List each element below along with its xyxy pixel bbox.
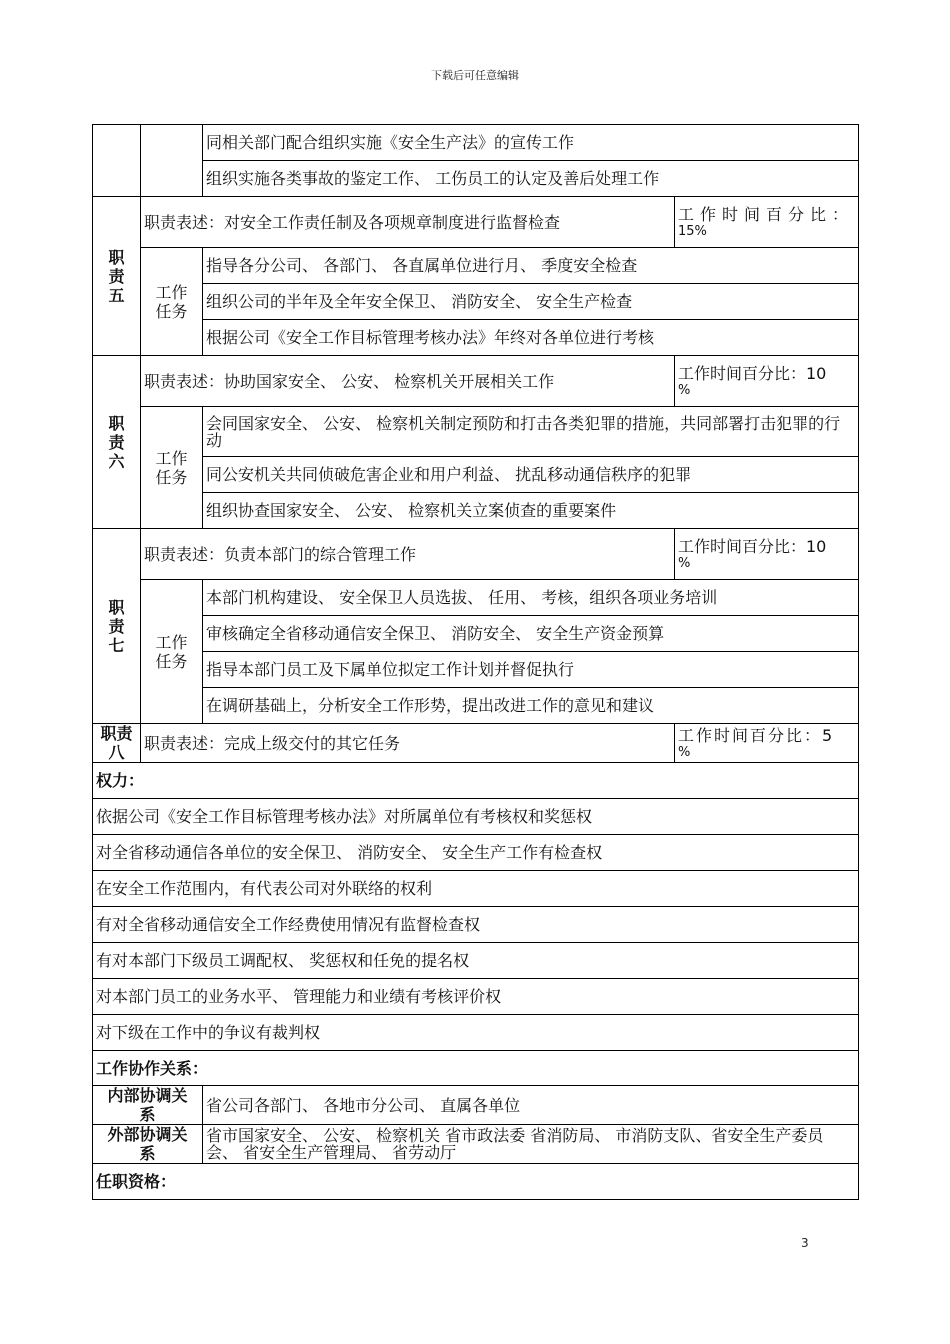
table-row: [93, 1086, 859, 1125]
table-row: [93, 943, 859, 979]
internal-relations-label: 内部协调关 系: [93, 1086, 203, 1125]
table-row: [93, 724, 859, 763]
task-text: 会同国家安全、 公安、 检察机关制定预防和打击各类犯罪的措施，共同部署打击犯罪的行动: [203, 407, 859, 457]
job-description-table: [92, 124, 859, 1200]
power-item: 对下级在工作中的争议有裁判权: [93, 1015, 859, 1051]
duty-5-time-percent: 工作时间百分比： 15%: [675, 197, 859, 248]
table-row: [93, 197, 859, 248]
table-row: [93, 284, 859, 320]
table-row: [93, 616, 859, 652]
duty-8-label: 职责 八: [93, 724, 141, 763]
table-row: [93, 799, 859, 835]
task-text: 本部门机构建设、 安全保卫人员选拔、 任用、 考核，组织各项业务培训: [203, 580, 859, 616]
duty-5-statement: 职责表述：对安全工作责任制及各项规章制度进行监督检查: [141, 197, 675, 248]
task-text: 组织协查国家安全、 公安、 检察机关立案侦查的重要案件: [203, 493, 859, 529]
blank-cell: [93, 125, 141, 197]
task-text: 同相关部门配合组织实施《安全生产法》的宣传工作: [203, 125, 859, 161]
table-row: [93, 407, 859, 457]
table-row: [93, 493, 859, 529]
table-row: [93, 1164, 859, 1200]
task-label: 工作 任务: [141, 580, 203, 724]
task-text: 指导本部门员工及下属单位拟定工作计划并督促执行: [203, 652, 859, 688]
table-row: [93, 1125, 859, 1164]
task-text: 同公安机关共同侦破危害企业和用户利益、 扰乱移动通信秩序的犯罪: [203, 457, 859, 493]
task-text: 指导各分公司、 各部门、 各直属单位进行月、 季度安全检查: [203, 248, 859, 284]
table-row: [93, 580, 859, 616]
table-row: [93, 907, 859, 943]
task-label: 工作 任务: [141, 248, 203, 356]
external-relations-value: 省市国家安全、 公安、 检察机关 省市政法委 省消防局、 市消防支队、省安全生产委员会、 省安全生产管理局、 省劳动厅: [203, 1125, 859, 1164]
task-text: 在调研基础上，分析安全工作形势，提出改进工作的意见和建议: [203, 688, 859, 724]
table-row: [93, 248, 859, 284]
table-row: [93, 356, 859, 407]
table-row: [93, 835, 859, 871]
powers-title: 权力：: [93, 763, 859, 799]
table-row: [93, 979, 859, 1015]
power-item: 依据公司《安全工作目标管理考核办法》对所属单位有考核权和奖惩权: [93, 799, 859, 835]
task-text: 组织实施各类事故的鉴定工作、 工伤员工的认定及善后处理工作: [203, 161, 859, 197]
duty-6-label: 职 责 六: [93, 356, 141, 529]
task-text: 根据公司《安全工作目标管理考核办法》年终对各单位进行考核: [203, 320, 859, 356]
task-text: 审核确定全省移动通信安全保卫、 消防安全、 安全生产资金预算: [203, 616, 859, 652]
table-row: [93, 320, 859, 356]
table-row: [93, 688, 859, 724]
external-relations-label: 外部协调关 系: [93, 1125, 203, 1164]
task-label: 工作 任务: [141, 407, 203, 529]
qualification-title: 任职资格：: [93, 1164, 859, 1200]
power-item: 有对本部门下级员工调配权、 奖惩权和任免的提名权: [93, 943, 859, 979]
task-text: 组织公司的半年及全年安全保卫、 消防安全、 安全生产检查: [203, 284, 859, 320]
table-row: [93, 652, 859, 688]
blank-cell: [141, 125, 203, 197]
table-row: [93, 1015, 859, 1051]
duty-6-time-percent: 工作时间百分比：10 %: [675, 356, 859, 407]
power-item: 对本部门员工的业务水平、 管理能力和业绩有考核评价权: [93, 979, 859, 1015]
duty-7-label: 职 责 七: [93, 529, 141, 724]
table-row: [93, 125, 859, 161]
duty-8-time-percent: 工作时间百分比：5 %: [675, 724, 859, 763]
duty-5-label: 职 责 五: [93, 197, 141, 356]
duty-6-statement: 职责表述：协助国家安全、 公安、 检察机关开展相关工作: [141, 356, 675, 407]
page-header: 下载后可任意编辑: [431, 69, 519, 82]
table-row: [93, 1051, 859, 1086]
table-row: [93, 161, 859, 197]
duty-7-statement: 职责表述：负责本部门的综合管理工作: [141, 529, 675, 580]
table-row: [93, 457, 859, 493]
power-item: 有对全省移动通信安全工作经费使用情况有监督检查权: [93, 907, 859, 943]
power-item: 在安全工作范围内，有代表公司对外联络的权利: [93, 871, 859, 907]
page-number: 3: [801, 1236, 809, 1250]
duty-8-statement: 职责表述：完成上级交付的其它任务: [141, 724, 675, 763]
power-item: 对全省移动通信各单位的安全保卫、 消防安全、 安全生产工作有检查权: [93, 835, 859, 871]
table-row: [93, 871, 859, 907]
internal-relations-value: 省公司各部门、 各地市分公司、 直属各单位: [203, 1086, 859, 1125]
table-row: [93, 529, 859, 580]
relations-title: 工作协作关系：: [93, 1051, 859, 1086]
duty-7-time-percent: 工作时间百分比：10 %: [675, 529, 859, 580]
table-row: [93, 763, 859, 799]
